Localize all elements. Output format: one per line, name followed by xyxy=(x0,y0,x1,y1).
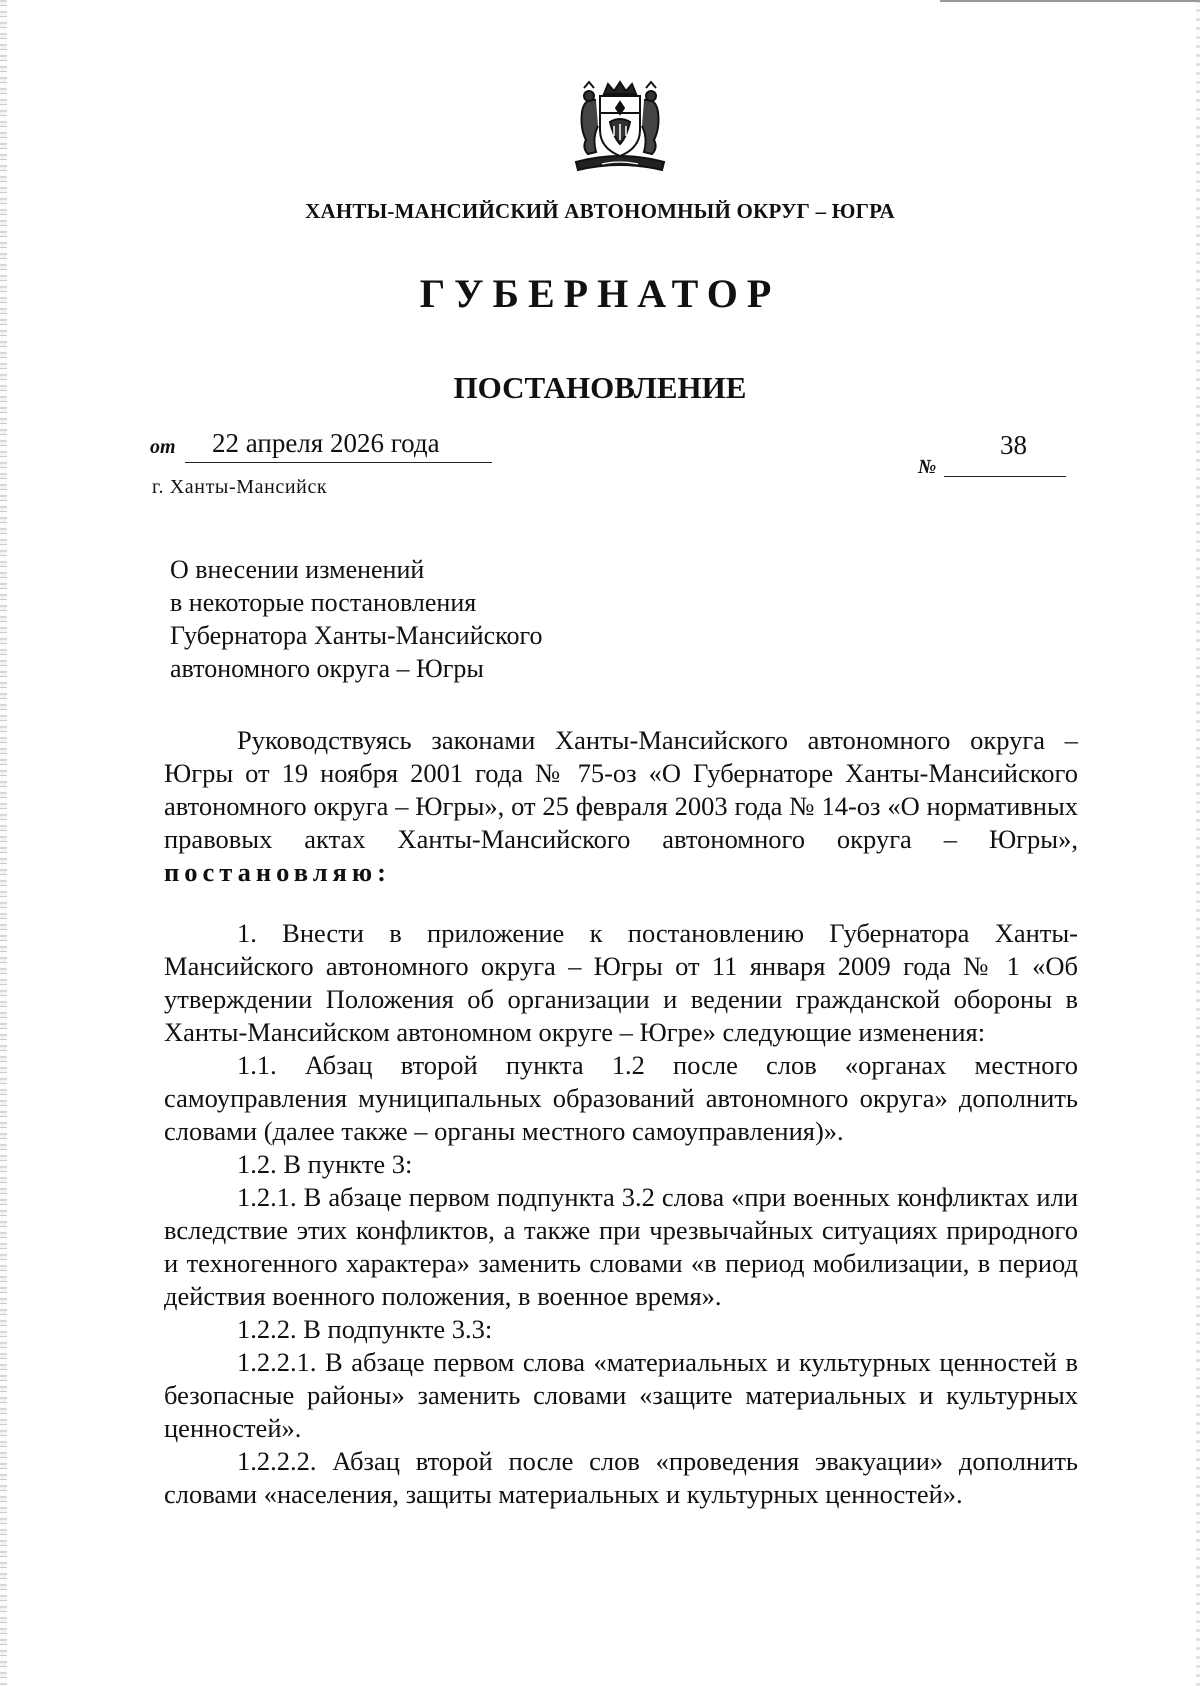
item-1-2-2-1: 1.2.2.1. В абзаце первом слова «материальных и культурных ценностей в безопасные районы» заменить словами «защите материальных и культурных ценностей». xyxy=(164,1347,1078,1443)
subject-line: О внесении изменений xyxy=(170,555,425,584)
date-prefix: от xyxy=(150,436,176,458)
item-1-2-2-2: 1.2.2.2. Абзац второй после слов «проведения эвакуации» дополнить словами «населения, защиты материальных и культурных ценностей». xyxy=(164,1446,1078,1509)
authority-title: ГУБЕРНАТОР xyxy=(419,271,781,316)
decree-items xyxy=(164,917,1078,1511)
scan-edge-right xyxy=(1196,0,1200,1686)
number-underline xyxy=(944,476,1066,477)
item-1-1: 1.1. Абзац второй пункта 1.2 после слов «органах местного самоуправления муниципальных образований автономного округа» дополнить словами (далее также – органы местного самоуправления)». xyxy=(164,1050,1078,1146)
region-title: ХАНТЫ-МАНСИЙСКИЙ АВТОНОМНЫЙ ОКРУГ – ЮГРА xyxy=(305,199,895,223)
coat-of-arms-emblem xyxy=(562,78,678,176)
preamble-text: Руководствуясь законами Ханты-Мансийского автономного округа – Югры от 19 ноября 2001 года № 75-оз «О Губернаторе Ханты-Мансийского автономного округа – Югры», от 25 февраля 2003 года № 14-оз «О нормативных правовых актах Ханты-Мансийского автономного округа – Югры», xyxy=(164,725,1078,854)
subject-line: Губернатора Ханты-Мансийского xyxy=(170,621,543,650)
scan-edge-left xyxy=(0,0,7,1686)
number-prefix: № xyxy=(918,456,937,478)
document-number: 38 xyxy=(1000,430,1027,460)
document-date: 22 апреля 2026 года xyxy=(212,428,440,458)
item-1-2: 1.2. В пункте 3: xyxy=(237,1149,413,1179)
item-1-2-2: 1.2.2. В подпункте 3.3: xyxy=(237,1314,493,1344)
document-type-title: ПОСТАНОВЛЕНИЕ xyxy=(453,370,747,405)
item-1: 1. Внести в приложение к постановлению Губернатора Ханты-Мансийского автономного округа – Югры от 11 января 2009 года № 1 «Об утверждении Положения об организации и ведении гражданской обороны в Ханты-Мансийском автономном округе – Югре» следующие изменения: xyxy=(164,918,1078,1047)
issuing-city: г. Ханты-Мансийск xyxy=(152,476,328,498)
subject-line: автономного округа – Югры xyxy=(170,654,484,683)
date-underline xyxy=(185,462,492,463)
subject-line: в некоторые постановления xyxy=(170,588,477,617)
preamble-block xyxy=(164,724,1078,889)
document-subject xyxy=(170,553,543,685)
decree-word: постановляю: xyxy=(164,857,391,887)
preamble-paragraph xyxy=(164,724,1078,889)
item-1-2-1: 1.2.1. В абзаце первом подпункта 3.2 слова «при военных конфликтах или вследствие этих конфликтов, а также при чрезвычайных ситуациях природного и техногенного характера» заменить словами «в период мобилизации, в период действия военного положения, в военное время». xyxy=(164,1182,1078,1311)
scan-edge-top xyxy=(940,0,1200,2)
